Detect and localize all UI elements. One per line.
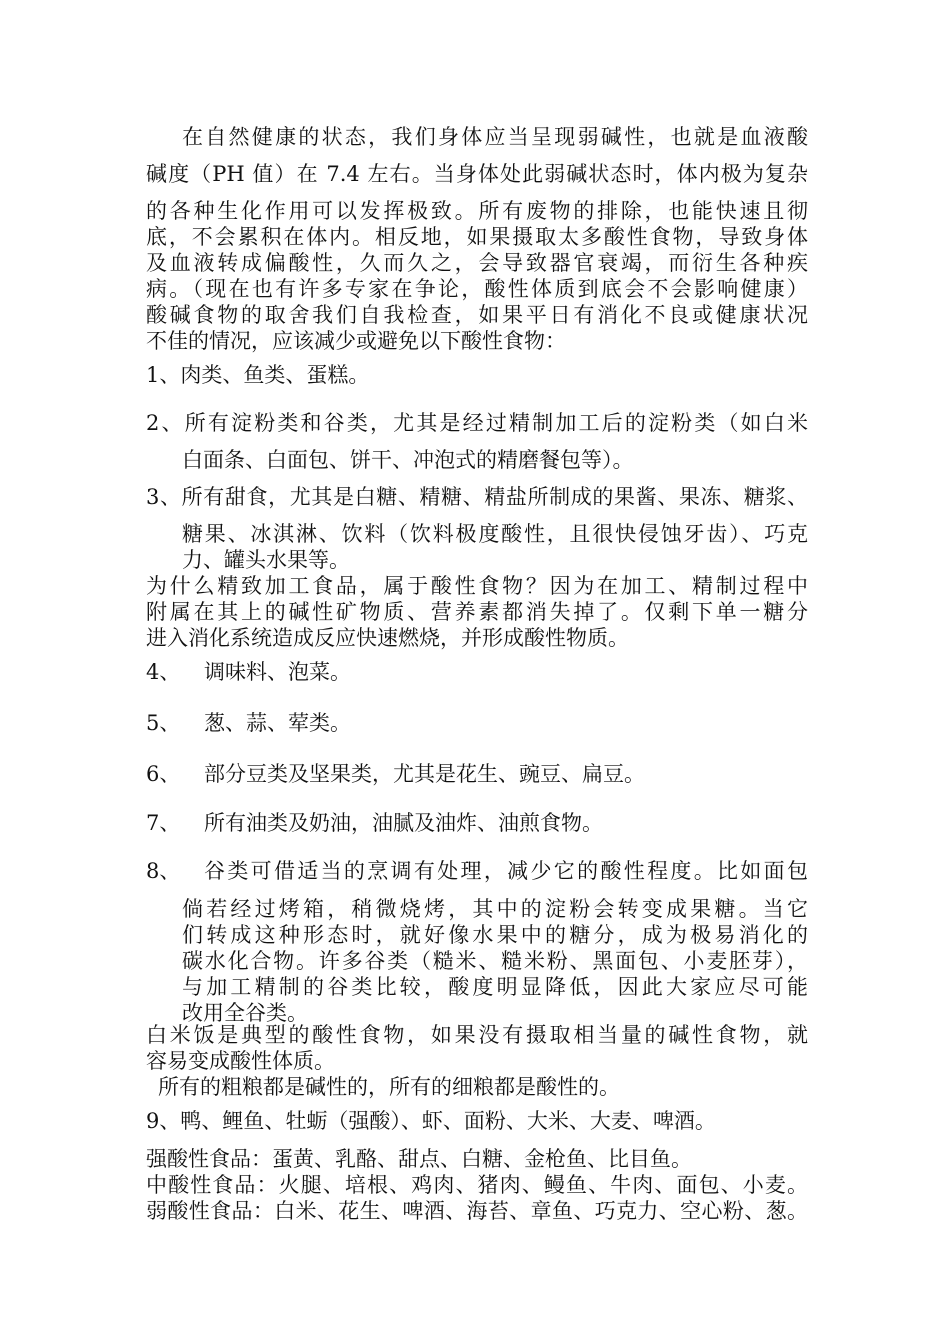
list-item-1: 1、肉类、鱼类、蛋糕。 — [146, 363, 370, 387]
intro-line: 不佳的情况，应该减少或避免以下酸性食物： — [146, 329, 566, 353]
list-item-8-line: 谷类可借适当的烹调有处理，减少它的酸性程度。比如面包 — [204, 859, 808, 883]
list-item-3-line: 3、所有甜食，尤其是白糖、精糖、精盐所制成的果酱、果冻、糖浆、 — [146, 485, 808, 509]
item-number: 5、 — [146, 711, 181, 735]
list-item-8-line: 与加工精制的谷类比较，酸度明显降低，因此大家应尽可能 — [182, 975, 808, 999]
item-text: 葱、蒜、荤类。 — [204, 711, 351, 735]
intro-line: 酸碱食物的取舍我们自我检查，如果平日有消化不良或健康状况 — [146, 303, 808, 327]
acid-level-weak: 弱酸性食品：白米、花生、啤酒、海苔、章鱼、巧克力、空心粉、葱。 — [146, 1199, 808, 1223]
item-number: 7、 — [146, 811, 181, 835]
intro-line: 底，不会累积在体内。相反地，如果摄取太多酸性食物，导致身体 — [146, 225, 808, 249]
list-item-4 — [146, 659, 808, 685]
acid-level-strong: 强酸性食品：蛋黄、乳酪、甜点、白糖、金枪鱼、比目鱼。 — [146, 1147, 692, 1171]
item-text: 调味料、泡菜。 — [204, 660, 351, 684]
item-number: 8、 — [146, 859, 181, 883]
explain-line: 进入消化系统造成反应快速燃烧，并形成酸性物质。 — [146, 626, 629, 650]
item-text: 部分豆类及坚果类，尤其是花生、豌豆、扁豆。 — [204, 762, 645, 786]
item-number: 4、 — [146, 660, 181, 684]
list-item-8-line: 改用全谷类。 — [182, 1001, 308, 1025]
list-item-5 — [146, 710, 808, 736]
list-item-2-line: 白面条、白面包、饼干、冲泡式的精磨餐包等）。 — [182, 448, 634, 472]
rice-line: 白米饭是典型的酸性食物，如果没有摄取相当量的碱性食物，就 — [146, 1023, 808, 1047]
intro-line: 的各种生化作用可以发挥极致。所有废物的排除，也能快速且彻 — [146, 199, 808, 223]
acid-level-medium: 中酸性食品：火腿、培根、鸡肉、猪肉、鳗鱼、牛肉、面包、小麦。 — [146, 1173, 808, 1197]
list-item-8-line: 倘若经过烤箱，稍微烧烤，其中的淀粉会转变成果糖。当它 — [182, 897, 808, 921]
list-item-8-line: 碳水化合物。许多谷类（糙米、糙米粉、黑面包、小麦胚芽）， — [182, 949, 808, 973]
intro-line: 在自然健康的状态，我们身体应当呈现弱碱性，也就是血液酸 — [182, 125, 808, 149]
item-text: 所有油类及奶油，油腻及油炸、油煎食物。 — [204, 811, 603, 835]
item-number: 6、 — [146, 762, 181, 786]
explain-line: 为什么精致加工食品，属于酸性食物？因为在加工、精制过程中 — [146, 574, 808, 598]
list-item-2-line: 2、所有淀粉类和谷类，尤其是经过精制加工后的淀粉类（如白米 — [146, 411, 808, 435]
list-item-6 — [146, 761, 808, 787]
rice-line: 容易变成酸性体质。 — [146, 1049, 335, 1073]
list-item-8-line: 们转成这种形态时，就好像水果中的糖分，成为极易消化的 — [182, 923, 808, 947]
list-item-9: 9、鸭、鲤鱼、牡蛎（强酸）、虾、面粉、大米、大麦、啤酒。 — [146, 1109, 716, 1133]
intro-line: 碱度（PH 值）在 7.4 左右。当身体处此弱碱状态时，体内极为复杂 — [146, 162, 808, 186]
explain-line: 附属在其上的碱性矿物质、营养素都消失掉了。仅剩下单一糖分 — [146, 600, 808, 624]
intro-line: 病。（现在也有许多专家在争论，酸性体质到底会不会影响健康） — [146, 277, 808, 301]
list-item-3-line: 糖果、冰淇淋、饮料（饮料极度酸性，且很快侵蚀牙齿）、巧克 — [182, 522, 808, 546]
grains-note: 所有的粗粮都是碱性的，所有的细粮都是酸性的。 — [158, 1075, 620, 1099]
intro-line: 及血液转成偏酸性，久而久之，会导致器官衰竭，而衍生各种疾 — [146, 251, 808, 275]
list-item-3-line: 力、罐头水果等。 — [182, 548, 350, 572]
list-item-7 — [146, 810, 808, 836]
